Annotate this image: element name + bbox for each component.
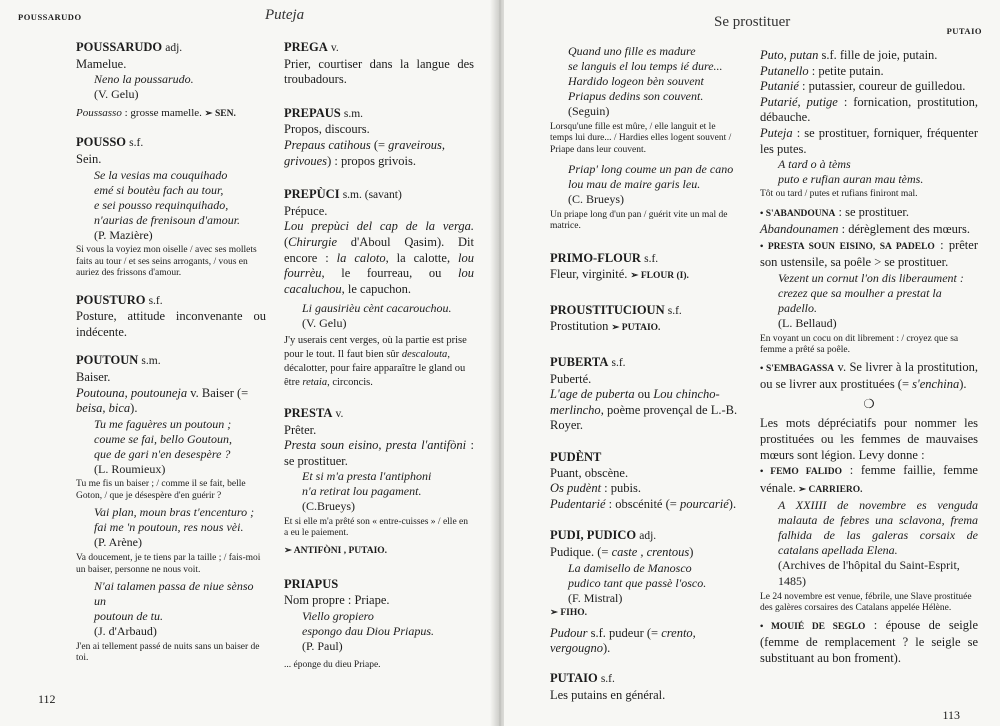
derived-word: Puteja bbox=[760, 125, 793, 140]
work-title: L'age de puberta bbox=[550, 387, 635, 402]
quote-line: se languis el lou temps ié dure... bbox=[568, 59, 723, 73]
part-of-speech: s.f. bbox=[129, 137, 144, 150]
quote-line: Priap' long coume un pan de cano bbox=[568, 162, 734, 177]
example: Presta soun eisino, presta l'antifòni bbox=[284, 438, 467, 453]
derived-def: : se prostituer, forniquer, fréquenter les putes. bbox=[760, 125, 978, 156]
derived-def: v. Baiser (= bbox=[187, 385, 249, 400]
column-4 bbox=[760, 48, 978, 666]
entry-priapus bbox=[284, 577, 474, 671]
headword: PREPÙCI bbox=[284, 187, 340, 202]
quote-line: Priapus dedins son couvent. bbox=[568, 89, 704, 103]
derived-word: Putanello bbox=[760, 63, 809, 78]
source: (Archives de l'hôpital du Saint-Esprit, 1485) bbox=[778, 558, 960, 588]
derived-word: Putarié, putige bbox=[760, 94, 838, 109]
entry-presta bbox=[284, 406, 474, 560]
source: (P. Mazière) bbox=[94, 227, 153, 242]
derived-word: Os pudènt bbox=[550, 481, 602, 496]
cross-reference: ➢ FIHO. bbox=[550, 608, 587, 619]
subentry-headword: • FEMO FALIDO bbox=[760, 467, 842, 478]
source: (Seguin) bbox=[568, 104, 610, 118]
quote-line: pudico tant que passè l'osco. bbox=[568, 575, 707, 590]
source: (J. d'Arbaud) bbox=[94, 624, 157, 638]
headword: PRIAPUS bbox=[284, 577, 339, 592]
entry-poutoun bbox=[76, 353, 266, 664]
headword: PREPAUS bbox=[284, 105, 341, 120]
running-head-title: Se prostituer bbox=[714, 14, 791, 30]
translation: , décalotter, pour faire apparaître le gland ou être bbox=[284, 348, 466, 388]
derived-def: : fornication, prostitution, débauche. bbox=[760, 94, 978, 125]
entry-pudi bbox=[550, 528, 740, 657]
source: (P. Paul) bbox=[302, 638, 343, 653]
definition: Propos, discours. bbox=[284, 122, 370, 137]
derived-def: : putassier, coureur de guilledou. bbox=[798, 79, 966, 94]
paragraph: Les mots dépréciatifs pour nommer les prostituées ou les femmes de mauvaises mœurs sont légion. Levy donne : bbox=[760, 416, 978, 462]
headword: PUTAIO bbox=[550, 670, 598, 685]
quote-line: fai me 'n poutoun, res nous vèi. bbox=[94, 520, 244, 535]
entry-proustitucioun bbox=[550, 303, 740, 337]
definition: Pudique. (= bbox=[550, 545, 612, 559]
part-of-speech: s.f. bbox=[148, 294, 163, 307]
part-of-speech: s.f. bbox=[667, 304, 682, 317]
quote-line: N'ai talamen passa de niue sènso un bbox=[94, 579, 254, 608]
synonym: caste , crentous bbox=[611, 545, 690, 559]
quote: A XXIIII de novembre es venguda malauta de febres una sclavona, frema falhida de las galeras corsaix de catalans apellada Elena. bbox=[778, 498, 978, 558]
definition: Puant, obscène. bbox=[550, 465, 629, 480]
quote-line: Vai plan, moun bras t'encenturo ; bbox=[94, 505, 255, 520]
derived-def: : dérèglement des mœurs. bbox=[838, 222, 971, 237]
synonym: lou fourrèu bbox=[284, 250, 474, 281]
quote-line: Quand uno fille es madure bbox=[568, 44, 696, 58]
running-head-title: Puteja bbox=[265, 7, 305, 23]
translation: ... éponge du dieu Priape. bbox=[284, 660, 381, 671]
derived-mid: (= bbox=[370, 137, 389, 152]
part-of-speech: s.m. bbox=[343, 107, 364, 120]
text: : se prostituer. bbox=[284, 438, 474, 468]
subentry-def: v. Se livrer à la prostitution, ou se livrer aux prostituées (= bbox=[760, 359, 978, 392]
headword: PRIMO-FLOUR bbox=[550, 250, 641, 265]
derived-def: : pubis. bbox=[601, 481, 641, 496]
quote-line: n'aurias de frenisoun d'amour. bbox=[94, 212, 241, 227]
definition: Nom propre : Priape. bbox=[284, 593, 390, 608]
derived-word: Pudentarié bbox=[550, 496, 606, 511]
translation: J'en ai tellement passé de nuits sans un baiser de toi. bbox=[76, 641, 260, 664]
part-of-speech: s.f. bbox=[600, 672, 615, 685]
translation: Le 24 novembre est venue, fébrile, une Slave prostituée des galères corsaires des Catalans appelée Hélène. bbox=[760, 591, 972, 614]
column-1 bbox=[76, 40, 266, 678]
derived-word: Puto, putan bbox=[760, 48, 819, 62]
translation: Et si elle m'a prêté son « entre-cuisses » / elle en a eu le paiement. bbox=[284, 516, 468, 539]
entry-prepuci bbox=[284, 187, 474, 390]
quote-line: A tard o à tèms bbox=[778, 157, 851, 172]
text: , la calotte, bbox=[385, 250, 459, 265]
entry-pousturo bbox=[76, 293, 266, 341]
work-title: Lou chincho-merlincho bbox=[550, 387, 720, 417]
quote: Li gausirièu cènt cacarouchou. bbox=[302, 301, 452, 316]
definition-end: ) bbox=[689, 545, 694, 559]
translation: J'y userais cent verges, où la partie est prise pour le tout. Il faut bien sûr bbox=[284, 334, 467, 360]
synonym: descalouta bbox=[401, 348, 448, 360]
part-of-speech: adj. bbox=[165, 42, 183, 54]
entry-prega bbox=[284, 40, 474, 88]
cross-reference: ➢ PUTAIO. bbox=[611, 323, 661, 334]
right-page bbox=[504, 0, 1000, 726]
part-of-speech: s.m. bbox=[141, 355, 161, 368]
quote-line: Hardido logeon bèn souvent bbox=[568, 74, 704, 88]
derived-word: Poutouna, poutouneja bbox=[76, 385, 188, 400]
subentry-def: : prêter son ustensile, sa poêle > se prostituer. bbox=[760, 237, 978, 270]
translation: Lorsqu'une fille est mûre, / elle languit et le temps lui dure... / Hardies elles logent souvent / Priape dans leur couvent. bbox=[550, 121, 732, 155]
cross-reference: ➢ CARRIERO. bbox=[795, 484, 863, 495]
translation: Tu me fis un baiser ; / comme il se fait, belle Goton, / que je désespère d'en guérir ? bbox=[76, 479, 246, 501]
quote-line: n'a retirat lou pagament. bbox=[302, 484, 422, 499]
page-number: 112 bbox=[38, 692, 56, 706]
derived-end: ). bbox=[728, 496, 737, 511]
definition: Posture, attitude inconvenante ou indécente. bbox=[76, 309, 266, 339]
synonym: s'enchina bbox=[912, 377, 960, 392]
quote-line: La damisello de Manosco bbox=[568, 560, 692, 575]
derived-word: Pudour bbox=[550, 625, 588, 640]
translation: Tôt ou tard / putes et rufians finiront mal. bbox=[760, 189, 918, 200]
definition: Puberté. bbox=[550, 371, 592, 386]
subentry-headword: • MOUIÉ DE SEGLO bbox=[760, 621, 866, 632]
headword: POUSTURO bbox=[76, 292, 146, 307]
example: Lou prepùci del cap de la verga. bbox=[284, 219, 474, 234]
part-of-speech: s.m. (savant) bbox=[342, 189, 402, 202]
synonym: pourcarié bbox=[679, 496, 729, 511]
derived-end: ) : propos grivois. bbox=[327, 153, 416, 168]
synonym: graveirous, grivoues bbox=[284, 137, 445, 168]
definition: Sein. bbox=[76, 151, 102, 166]
headword: PROUSTITUCIOUN bbox=[550, 302, 665, 317]
text: ou bbox=[634, 387, 654, 402]
synonym: la caloto bbox=[336, 250, 386, 265]
cross-reference: ➢ ANTIFÒNI , PUTAIO. bbox=[284, 545, 388, 556]
translation: Un priape long d'un pan / guérit vite un mal de matrice. bbox=[550, 209, 728, 232]
quote-line: emé si boutèu fach au tour, bbox=[94, 182, 224, 197]
running-head-word: PUTAIO bbox=[946, 26, 982, 36]
entry-putaio bbox=[550, 671, 740, 703]
synonym: retaia bbox=[302, 376, 328, 388]
derived-word: Putanié bbox=[760, 79, 799, 94]
source: (P. Arène) bbox=[94, 535, 142, 550]
entry-puberta bbox=[550, 355, 740, 434]
derived-end: ). bbox=[603, 641, 611, 656]
entry-pousso bbox=[76, 135, 266, 279]
column-3 bbox=[550, 44, 740, 716]
cross-reference: ➢ FLOUR (I). bbox=[630, 271, 689, 282]
quote-line: coume se fai, bello Goutoun, bbox=[94, 431, 232, 446]
derived-def: : grosse mamelle. bbox=[121, 106, 202, 119]
quote: Neno la poussarudo. bbox=[94, 72, 194, 87]
subentry-headword: • S'EMBAGASSA bbox=[760, 363, 835, 374]
page-number: 113 bbox=[942, 708, 960, 722]
quote-line: Vezent un cornut l'on dis liberaument : bbox=[778, 271, 964, 286]
text: ( bbox=[284, 234, 289, 249]
derived-def: s.f. fille de joie, putain. bbox=[818, 48, 938, 62]
subentry-def: : se prostituer. bbox=[835, 204, 909, 219]
part-of-speech: v. bbox=[330, 42, 339, 54]
synonym: beisa, bica bbox=[76, 401, 131, 416]
source: (V. Gelu) bbox=[302, 316, 347, 331]
priapus-continued bbox=[550, 44, 740, 233]
headword: PUBERTA bbox=[550, 355, 609, 370]
quote-line: crezez que sa moulher a prestat la padello. bbox=[778, 286, 942, 316]
derived-end: ). bbox=[130, 401, 138, 416]
headword: PUDÈNT bbox=[550, 450, 602, 465]
part-of-speech: s.f. bbox=[644, 252, 659, 265]
translation: Si vous la voyiez mon oiselle / avec ses mollets faits au tour / et ses seins arrogants, / vous en auriez des frissons d'amour. bbox=[76, 245, 257, 279]
derived-word: Prepaus catihous bbox=[284, 137, 371, 152]
quote-line: Tu me faguères un poutoun ; bbox=[94, 416, 232, 431]
quote-line: e sei pousso requinquihado, bbox=[94, 197, 229, 212]
quote-line: puto e rufian auran mau tèms. bbox=[778, 172, 924, 187]
subentry-def: : épouse de seigle (femme de remplacement ? le seigle se substituant au bon froment). bbox=[760, 617, 978, 665]
text: d'Aboul Qasim). Dit encore : bbox=[284, 234, 474, 265]
subentry-end: ). bbox=[959, 377, 967, 392]
definition: Prostitution bbox=[550, 319, 609, 334]
quote-line: Se la vesias ma couquihado bbox=[94, 167, 228, 182]
quote-line: Viello gropiero bbox=[302, 608, 374, 623]
quote-line: Et si m'a presta l'antiphoni bbox=[302, 469, 432, 484]
entry-pudent bbox=[550, 450, 740, 512]
headword: PUDI, PUDICO bbox=[550, 528, 637, 543]
column-2 bbox=[284, 40, 474, 685]
text: , le fourreau, ou bbox=[321, 266, 459, 281]
running-head-word: POUSSARUDO bbox=[18, 12, 82, 22]
headword: POUSSO bbox=[76, 135, 127, 150]
headword: PRESTA bbox=[284, 405, 333, 420]
derived-def: s.f. pudeur (= bbox=[587, 625, 662, 640]
text: , le capuchon. bbox=[341, 281, 412, 296]
entry-poussarudo bbox=[76, 40, 266, 122]
translation: En voyant un cocu on dit librement : / croyez que sa femme a prêté sa poêle. bbox=[760, 333, 959, 356]
synonym: crento, vergougno bbox=[550, 625, 696, 656]
section-divider-icon: ❍ bbox=[863, 396, 875, 411]
headword: POUTOUN bbox=[76, 353, 139, 368]
definition: Baiser. bbox=[76, 370, 111, 385]
subentry-def: : femme faillie, femme vénale. bbox=[760, 463, 978, 495]
headword: PREGA bbox=[284, 40, 328, 54]
source: (L. Bellaud) bbox=[778, 316, 837, 331]
quote-line: que de gari n'en desespère ? bbox=[94, 446, 231, 461]
cross-reference: ➢ SEN. bbox=[204, 108, 236, 119]
synonym: lou cacaluchou bbox=[284, 266, 474, 296]
definition: Mamelue. bbox=[76, 56, 127, 71]
definition: Fleur, virginité. bbox=[550, 267, 628, 282]
derived-word: Poussasso bbox=[76, 106, 122, 119]
subentry-headword: • S'ABANDOUNA bbox=[760, 208, 836, 219]
derived-def: : obscénité (= bbox=[605, 496, 680, 511]
work-title: Chirurgie bbox=[288, 234, 338, 249]
definition: Les putains en général. bbox=[550, 687, 666, 702]
quote-line: poutoun de tu. bbox=[94, 609, 163, 623]
part-of-speech: s.f. bbox=[611, 357, 626, 370]
definition: Prêter. bbox=[284, 422, 317, 437]
definition: Prier, courtiser dans la langue des troubadours. bbox=[284, 56, 474, 87]
derived-word: Abandounamen bbox=[760, 222, 839, 237]
entry-prepaus bbox=[284, 106, 474, 169]
headword: POUSSARUDO bbox=[76, 40, 163, 54]
text: , poème provençal de L.-B. Royer. bbox=[550, 402, 738, 433]
source: (C. Brueys) bbox=[568, 192, 624, 207]
source: (V. Gelu) bbox=[94, 87, 139, 102]
left-page bbox=[0, 0, 496, 726]
quote-line: espongo dau Diou Priapus. bbox=[302, 623, 434, 638]
translation: Va doucement, je te tiens par la taille ; / fais-moi un baiser, personne ne nous voit. bbox=[76, 553, 261, 575]
source: (L. Roumieux) bbox=[94, 461, 166, 476]
quote-line: lou mau de maire garis leu. bbox=[568, 177, 701, 192]
source: (C.Brueys) bbox=[302, 499, 355, 514]
subentry-headword: • PRESTA SOUN EISINO, SA PADELO bbox=[760, 241, 935, 252]
entry-primo-flour bbox=[550, 251, 740, 285]
derived-def: : petite putain. bbox=[808, 63, 884, 78]
part-of-speech: adj. bbox=[639, 530, 657, 543]
definition: Prépuce. bbox=[284, 203, 328, 218]
translation: , circoncis. bbox=[327, 376, 373, 388]
source: (F. Mistral) bbox=[568, 590, 623, 605]
part-of-speech: v. bbox=[335, 407, 344, 420]
